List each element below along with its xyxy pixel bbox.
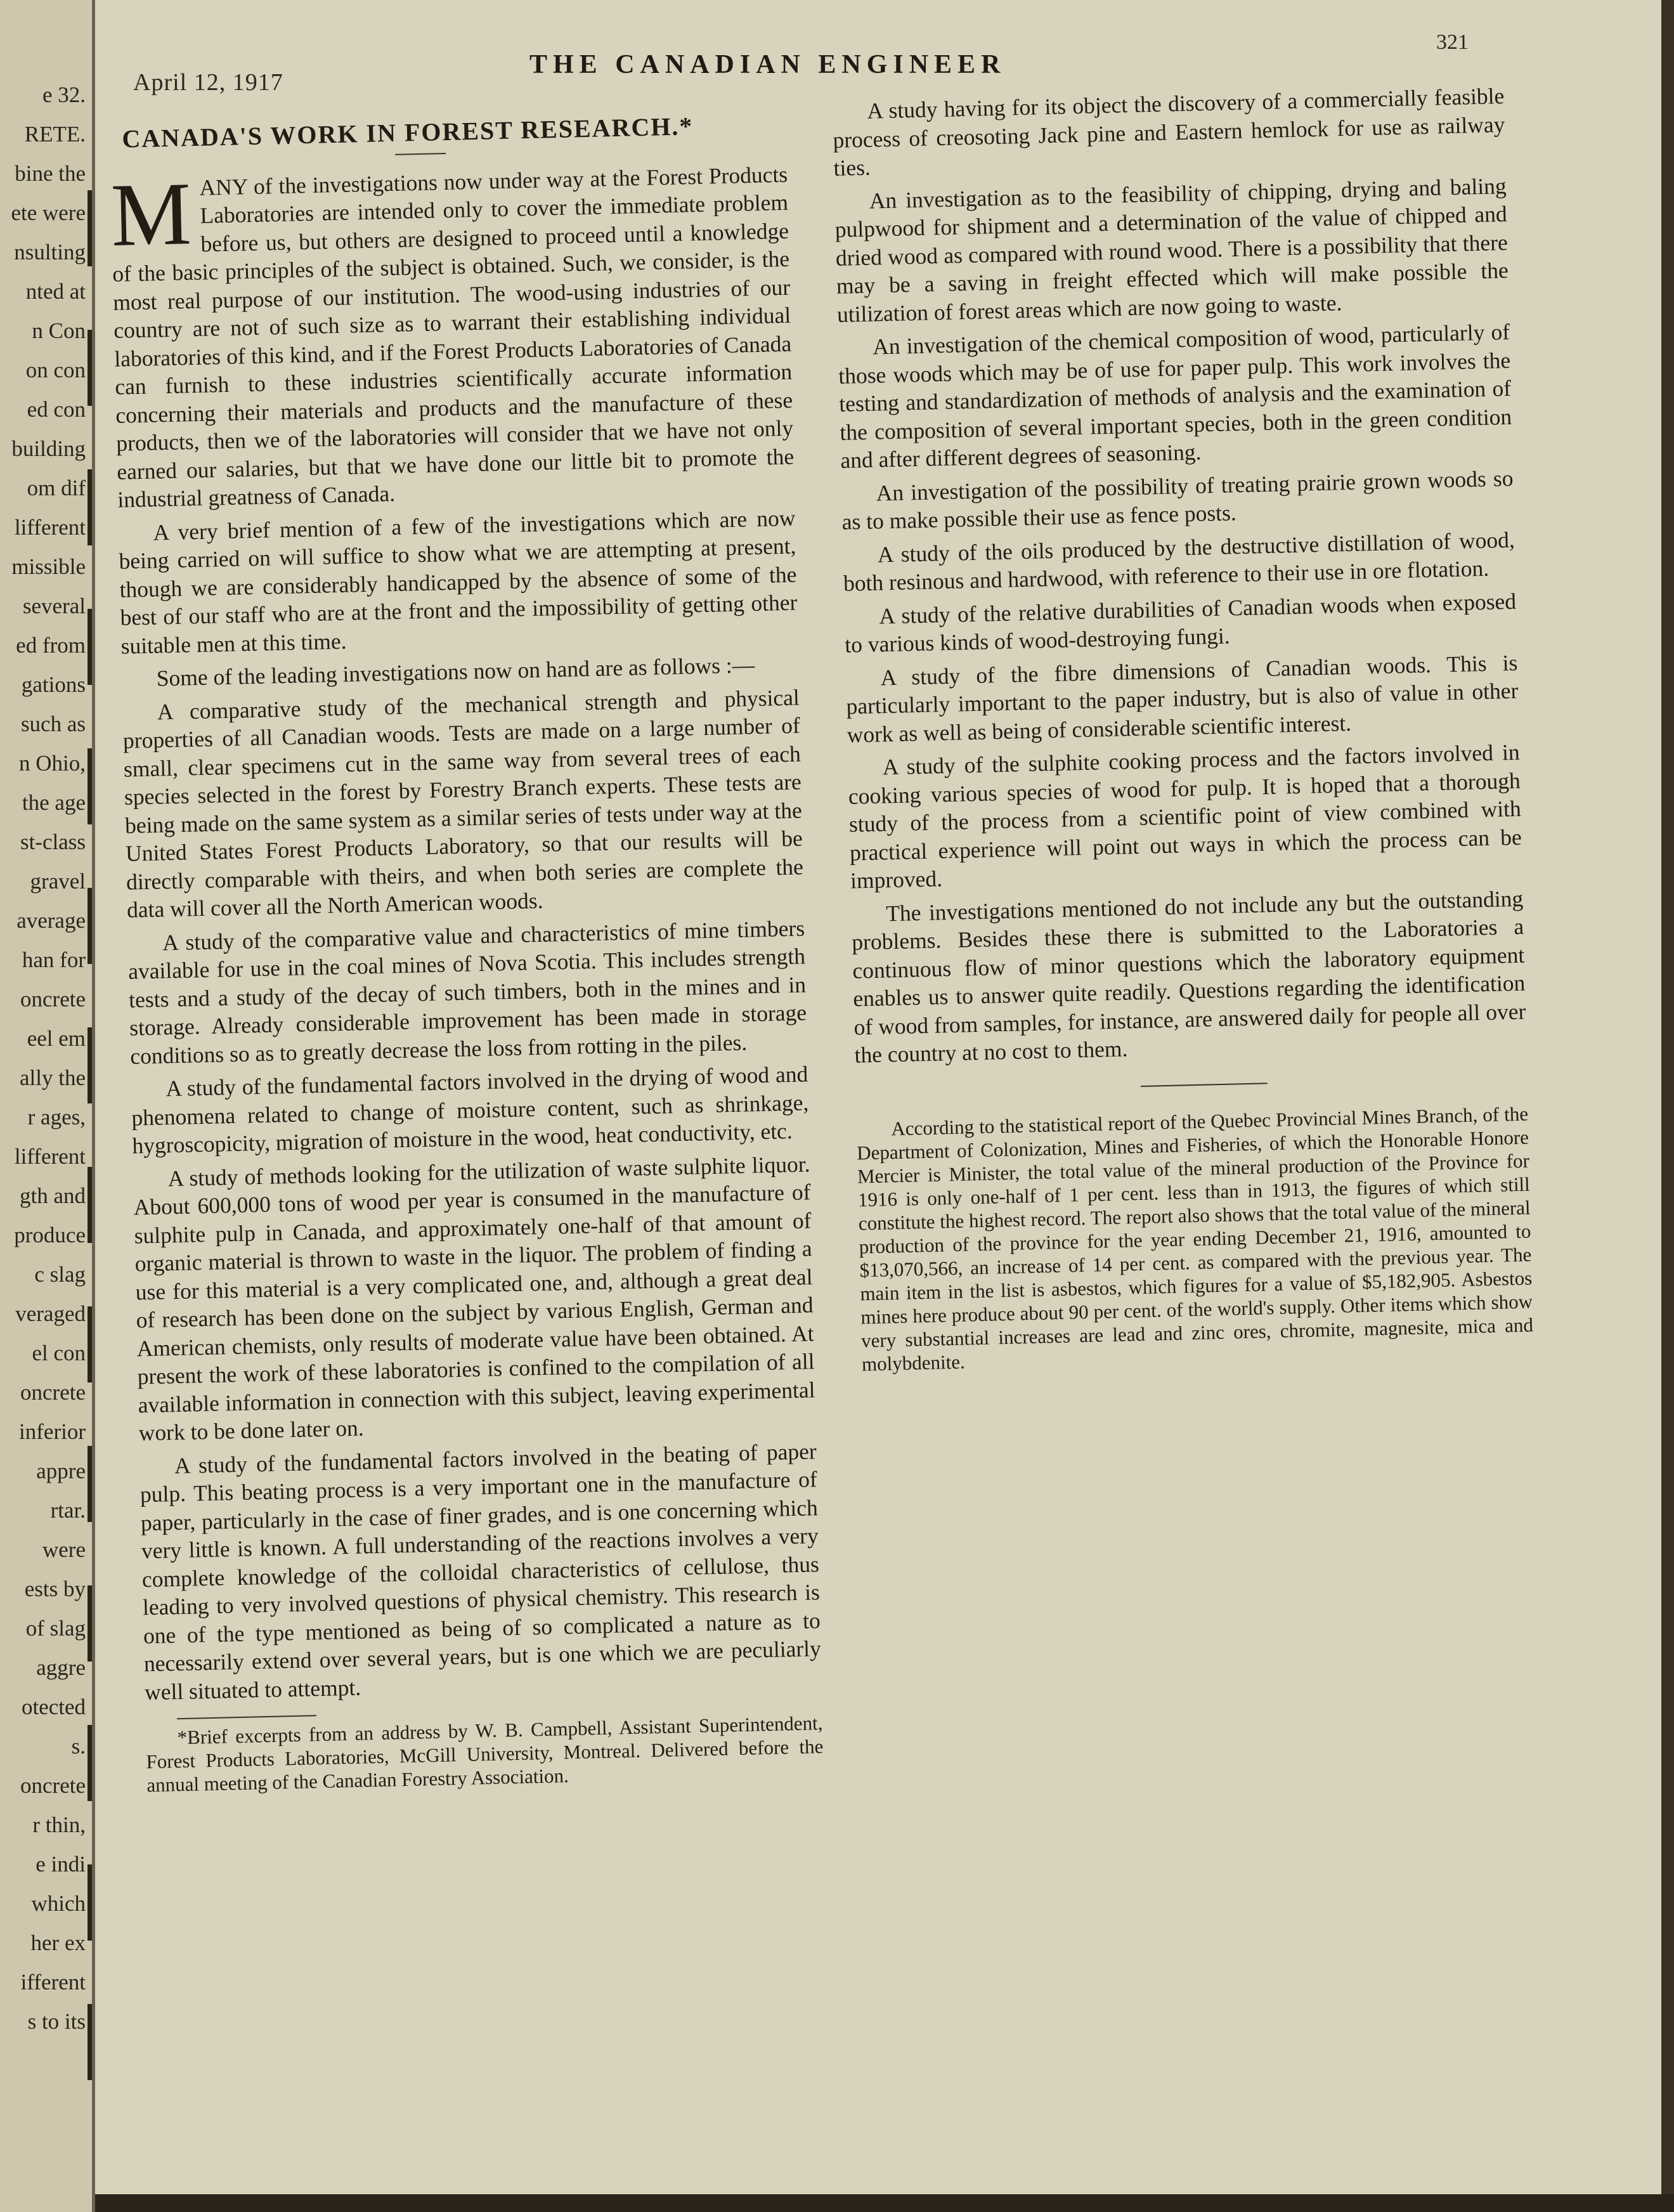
spine-column-rule <box>88 2004 92 2080</box>
spine-column-rule <box>88 1167 92 1243</box>
spine-column-rule <box>88 609 92 685</box>
title-rule <box>395 152 446 155</box>
spine-fragment: s. <box>71 1734 86 1759</box>
spine-fragment: el con <box>32 1341 86 1365</box>
spine-fragment: eel em <box>27 1026 86 1051</box>
spine-fragment: inferior <box>19 1419 86 1444</box>
spine-fragment: s to its <box>27 2009 86 2034</box>
spine-fragment: appre <box>36 1459 86 1483</box>
paragraph: An investigation of the possibility of treating prairie grown woods so as to make possible their use as fence posts. <box>841 465 1514 535</box>
journal-title: THE CANADIAN ENGINEER <box>529 50 1006 79</box>
section-divider <box>1141 1083 1268 1087</box>
spine-fragment: nsulting <box>14 240 86 264</box>
paragraph: Some of the leading investigations now on hand are as follows :— <box>156 652 755 691</box>
spine-fragment: e indi <box>36 1852 86 1877</box>
spine-fragment: bine the <box>15 161 86 186</box>
spine-fragment: n Ohio, <box>19 751 86 776</box>
spine-fragment: produce <box>14 1223 86 1247</box>
spine-column-rule <box>88 1027 92 1103</box>
spine-column-rule <box>88 1306 92 1382</box>
spine-fragment: nted at <box>25 279 86 304</box>
spine-fragment: gations <box>21 672 86 697</box>
spine-fragment: om dif <box>27 476 86 500</box>
spine-fragment: oncrete <box>20 1380 86 1405</box>
spine-column-rule <box>88 1585 92 1662</box>
spine-fragment: building <box>11 436 86 461</box>
spine-fragment: veraged <box>15 1301 86 1326</box>
paragraph: A study of the comparative value and characteristics of mine timbers available for use in the coal mines of Nova Scotia. This includes strength tests and a study of the decay of such timbers, both in the mines and in storage. Already considerable improvement has been made in storage conditions so as to greatly decrease the loss from rotting in the piles. <box>127 914 807 1069</box>
paragraph: A study of the relative durabilities of Canadian woods when exposed to various kinds of wood-destroying fungi. <box>844 588 1517 658</box>
spine-column-rule <box>88 190 92 266</box>
spine-column-rule <box>88 469 92 545</box>
right-column <box>832 82 1534 1376</box>
page-number: 321 <box>1436 30 1469 54</box>
paragraph: A study of the fundamental factors involved in the drying of wood and phenomena related to change of moisture content, such as shrinkage, hygroscopicity, migration of moisture in the wood, heat conductivity, etc. <box>131 1061 809 1159</box>
spine-fragment: c slag <box>34 1262 86 1287</box>
quebec-mineral-note: According to the statistical report of the Quebec Provincial Mines Branch, of the Department of Colonization, Mines and Fisheries, of which the Honorable Honore Mercier is Minister, the total value of the mineral production of the Province for 1916 is only one-half of 1 per cent. less than in 1913, the figures of which still constitute the highest record. The report also shows that the total value of the mineral production of the province for the year ending December 21, 1916, amounted to $13,070,566, an increase of 14 per cent. as compared with the previous year. The main item in the list is asbestos, which figures for a value of $5,182,905. Asbestos mines here produce about 90 per cent. of the world's supply. Other items which show very substantial increases are lead and zinc ores, chromite, magnesite, mica and molybdenite. <box>856 1102 1534 1375</box>
spine-column-rule <box>88 1864 92 1941</box>
spine-fragment: gth and <box>19 1183 86 1208</box>
spine-fragment: average <box>16 908 86 933</box>
paragraph-split: A study of the fundamental factors involved in the beating of paper pulp. This beating process is a very important one in the manufacture of paper, particularly in the case of finer grades, and is one concerning which very little is known. A full understanding of the reactions involves a very complete knowledge of the colloidal characteristics of cellulose, thus leading to very involved questions of physical chemistry. This research is one of the type mentioned as being of so complicated a nature as to necessarily extend over several years, but is one which we are peculiarly well situated to attempt. <box>140 1438 822 1705</box>
spine-column-rule <box>88 1446 92 1522</box>
spine-fragment: e 32. <box>42 82 86 107</box>
spine-fragment: r thin, <box>32 1812 86 1837</box>
footnote-rule <box>177 1715 316 1719</box>
spine-fragment: ed from <box>16 633 86 658</box>
spine-fragment: han for <box>22 947 86 972</box>
spine-fragment: st-class <box>20 829 86 854</box>
paragraph: A study of the sulphite cooking process and the factors involved in cooking various species of wood for pulp. It is hoped that a thorough study of the process from a scientific point of view combined with practical experience will point out ways in which the process can be improved. <box>848 739 1522 894</box>
spine-fragment: on con <box>25 358 86 382</box>
spine-column-rule <box>88 330 92 406</box>
paragraph: A study of methods looking for the utilization of waste sulphite liquor. About 600,000 tons of wood per year is consumed in the manufacture of sulphite pulp in Canada, and approximately one-half of that amount of organic material is thrown to waste in the liquor. The problem of finding a use for this material is a very complicated one, and, although a great deal of research has been done on the subject by various English, German and American chemists, only results of moderate value have been obtained. At present the work of these laboratories is confined to the compilation of all available information in connection with this subject, leaving experimental work to be done later on. <box>133 1150 815 1446</box>
spine-fragment: RETE. <box>24 122 86 146</box>
spine-column-rule <box>88 748 92 824</box>
paragraph: An investigation of the chemical composition of wood, particularly of those woods which may be of use for paper pulp. This work involves the testing and standardization of methods of analysis and the examination of the composition of several important species, both in the green condition and after different degrees of seasoning. <box>838 318 1512 473</box>
spine-fragment: the age <box>22 790 86 815</box>
bottom-page-edge <box>95 2194 1674 2212</box>
spine-fragment: such as <box>20 712 86 736</box>
spine-fragment: rtar. <box>50 1498 86 1523</box>
spine-fragment: otected <box>21 1695 86 1719</box>
spine-fragment: her ex <box>30 1930 86 1955</box>
spine-fragment: ed con <box>27 397 86 422</box>
spine-column-rule <box>88 888 92 964</box>
spine-fragment: oncrete <box>20 987 86 1012</box>
left-column <box>109 110 824 1797</box>
paragraph-intro: MANY of the investigations now under way at the Forest Products Laboratories are intended only to cover the immediate problem before us, but others are designed to proceed until a knowledge of the basic principles of the subject is obtained. Such, we consider, is the most real purpose of our institution. The wood-using industries of our country are not of such size as to warrant their establishing individual laboratories of this kind, and if the Forest Products Laboratories of Canada can furnish to these industries scientifically accurate information concerning their materials and products and the manufacture of these products, then we of the laboratories will consider that we have not only earned our salaries, but that we have done our little bit to promote the industrial greatness of Canada. <box>110 161 795 512</box>
spine-fragment: missible <box>11 554 86 579</box>
header-date: April 12, 1917 <box>133 69 283 96</box>
article-title: CANADA'S WORK IN FOREST RESEARCH.* <box>121 112 694 153</box>
spine-fragment: lifferent <box>14 1144 86 1169</box>
spine-fragment: gravel <box>30 869 86 894</box>
spine-fragment: ifferent <box>20 1970 86 1994</box>
spine-fragment: were <box>42 1537 86 1562</box>
spine-column-rule <box>88 1725 92 1801</box>
paragraph: An investigation as to the feasibility of chipping, drying and baling pulpwood for shipment and a determination of the value of chipped and dried wood as compared with round wood. There is a possibility that there may be a saving in freight effected which will make possible the utilization of forest areas which are now going to waste. <box>834 172 1509 327</box>
paragraph: A comparative study of the mechanical strength and physical properties of all Canadian woods. Tests are made on a large number of small, clear specimens cut in the same way from several trees of each species selected in the forest by Forestry Branch experts. These tests are being made on the same system as a similar series of tests under way at the United States Forest Products Laboratory, so that our results will be directly comparable with theirs, and when both series are complete the data will cover all the North American woods. <box>122 684 804 923</box>
spine-fragment: lifferent <box>14 515 86 540</box>
spine-fragment: which <box>31 1891 86 1916</box>
spine-fragment: aggre <box>36 1655 86 1680</box>
paragraph: A very brief mention of a few of the investigations which are now being carried on will suffice to show what we are attempting at present, though we are considerably handicapped by the absence of some of the best of our staff who are at the front and the impossibility of getting other suitable men at this time. <box>119 505 798 659</box>
paragraph: The investigations mentioned do not include any but the outstanding problems. Besides these there is submitted to the Laboratories a continuous flow of minor questions which the laboratory equipment enables us to answer quite readily. Questions regarding the identification of wood from samples, for instance, are answered daily for people all over the country at no cost to them. <box>851 885 1526 1068</box>
paragraph: A study of the fibre dimensions of Canadian woods. This is particularly important to the paper industry, but is also of value in other work as well as being of considerable scientific interest. <box>846 649 1519 748</box>
spine-fragment: ete were <box>11 200 86 225</box>
paragraph: A study of the oils produced by the destructive distillation of wood, both resinous and hardwood, with reference to their use in ore flotation. <box>843 526 1515 596</box>
spine-fragment: n Con <box>32 318 86 343</box>
paragraph: A study having for its object the discovery of a commercially feasible process of creosoting Jack pine and Eastern hemlock for use as railway ties. <box>833 83 1505 181</box>
spine-fragment: several <box>22 594 86 618</box>
right-page-edge <box>1661 0 1674 2212</box>
spine-fragment: ally the <box>20 1065 86 1090</box>
spine-fragment: ests by <box>24 1577 86 1601</box>
spine-fragment: oncrete <box>20 1773 86 1798</box>
spine-fragment: of slag <box>25 1616 86 1641</box>
facing-page-spine <box>0 0 95 2212</box>
spine-fragment: r ages, <box>27 1105 86 1129</box>
footnote: *Brief excerpts from an address by W. B. Campbell, Assistant Superintendent, Forest Products Laboratories, McGill University, Montreal. Delivered before the annual meeting of the Canadian Forestry Association. <box>146 1712 824 1797</box>
